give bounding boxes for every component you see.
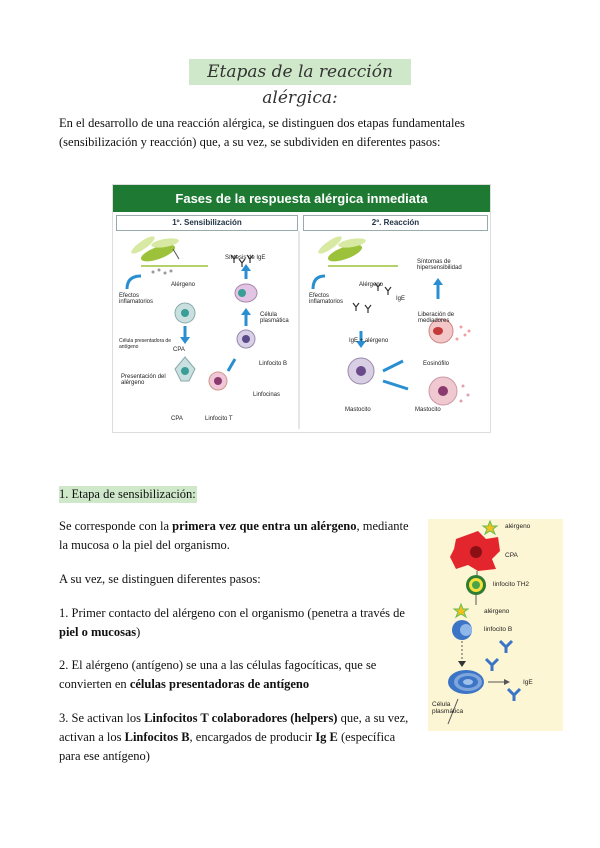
fig2-label-celula-plasmatica: Célula plasmática (432, 701, 464, 715)
label-eosinofilo: Eosinófilo (423, 361, 450, 367)
text-span: 3. Se activan los (59, 711, 145, 725)
label-cpa-bottom: CPA (171, 416, 183, 422)
label-mastocito-left: Mastocito (345, 407, 371, 413)
sensitization-diagram (428, 519, 563, 731)
step-1 (59, 604, 419, 642)
label-celula-presentadora: Célula presentadora de antígeno (119, 338, 171, 350)
label-efectos-2: Efectos inflamatorios (309, 293, 344, 305)
intro-paragraph: En el desarrollo de una reacción alérgica, se distinguen dos etapas fundamentales (sensibilización y reacción) que, a su vez, se subdividen en diferentes pasos: (59, 116, 465, 149)
bold-span: Ig E (315, 730, 338, 744)
ige-antibody-icon (486, 641, 520, 701)
label-linfocinas: Linfocinas (253, 392, 281, 398)
fig2-label-ige: IgE (523, 679, 533, 686)
allergen-dots-icon (152, 269, 173, 275)
section-heading: 1. Etapa de sensibilización: (59, 487, 196, 501)
bold-span: Linfocitos T colaboradores (helpers) (144, 711, 338, 725)
fig2-label-th2: linfocito TH2 (493, 581, 530, 588)
section-paragraph-2: A su vez, se distinguen diferentes pasos: (59, 572, 261, 586)
text-span: , encargados de producir (189, 730, 316, 744)
label-presentacion: Presentación del alérgeno (121, 374, 166, 386)
section-paragraph-1 (59, 517, 419, 555)
fig2-label-linfocito-b: linfocito B (484, 626, 513, 633)
phase1-title: 1º. Sensibilización (116, 215, 298, 231)
text-span: que, a su vez, activan a los (59, 711, 409, 744)
text-span: Se corresponde con la (59, 519, 173, 533)
label-alergeno-2: Alérgeno (359, 282, 384, 288)
wasp-icon-2 (316, 234, 366, 265)
allergen-star-icon (483, 521, 497, 534)
label-sintesis-ige: Síntesis de IgE (225, 255, 266, 261)
text-span: 2. El alérgeno (antígeno) se una a las células fagocíticas, que se convierten en (59, 658, 377, 691)
step-2 (59, 656, 419, 694)
mast-cell-icon (348, 358, 374, 384)
label-ige: IgE (396, 296, 406, 302)
label-ige-alergeno: IgE + alérgeno (349, 338, 389, 344)
label-sintomas: Síntomas de hipersensibilidad (417, 259, 462, 271)
bold-span: células presentadoras de antígeno (129, 677, 310, 691)
text-span: ) (136, 625, 141, 639)
bold-span: piel o mucosas (59, 625, 137, 639)
step-3 (59, 709, 419, 766)
plasma-cell-icon (235, 284, 257, 302)
label-mastocito-right: Mastocito (415, 407, 441, 413)
cpa-bottom-cell-icon (175, 357, 195, 381)
cpa-cell-icon (175, 303, 195, 323)
figure-header: Fases de la respuesta alérgica inmediata (113, 185, 490, 212)
phase2-title: 2º. Reacción (303, 215, 488, 231)
fig2-label-alergeno-mid: alérgeno (484, 608, 510, 615)
text-span: , mediante la mucosa o la piel del organismo. (59, 519, 409, 552)
text-span: 1. Primer contacto del alérgeno con el organismo (penetra a través de (59, 606, 405, 620)
plasma-cell-blue-icon (448, 670, 484, 694)
bold-span: Linfocitos B (124, 730, 190, 744)
sensitization-figure (428, 519, 563, 731)
label-linfocito-t: Linfocito T (205, 416, 233, 422)
wasp-icon (129, 234, 179, 265)
b-cell-blue-icon (452, 620, 472, 640)
label-efectos: Efectos inflamatorios (119, 293, 154, 305)
label-alergeno: Alérgeno (171, 282, 196, 288)
fig2-label-cpa: CPA (505, 552, 518, 559)
label-liberacion: Liberación de mediadores (418, 312, 455, 324)
t-cell-icon (209, 372, 227, 390)
page-title: Etapas de la reacción alérgica: (207, 62, 393, 108)
th2-cell-icon (466, 575, 486, 595)
mast-cell-degranulated-icon (429, 377, 470, 405)
label-celula-plasmatica: Célula plasmática (260, 312, 289, 324)
text-span: (específica para ese antígeno) (59, 730, 396, 763)
bold-span: primera vez que entra un alérgeno (172, 519, 357, 533)
label-cpa-top: CPA (173, 347, 185, 353)
cpa-red-cell-icon (450, 531, 500, 571)
b-cell-icon (237, 330, 255, 348)
fig2-label-alergeno-top: alérgeno (505, 523, 531, 530)
allergen-star-mid-icon (454, 604, 468, 617)
allergy-phases-figure (112, 184, 491, 433)
label-linfocito-b: Linfocito B (259, 361, 288, 367)
